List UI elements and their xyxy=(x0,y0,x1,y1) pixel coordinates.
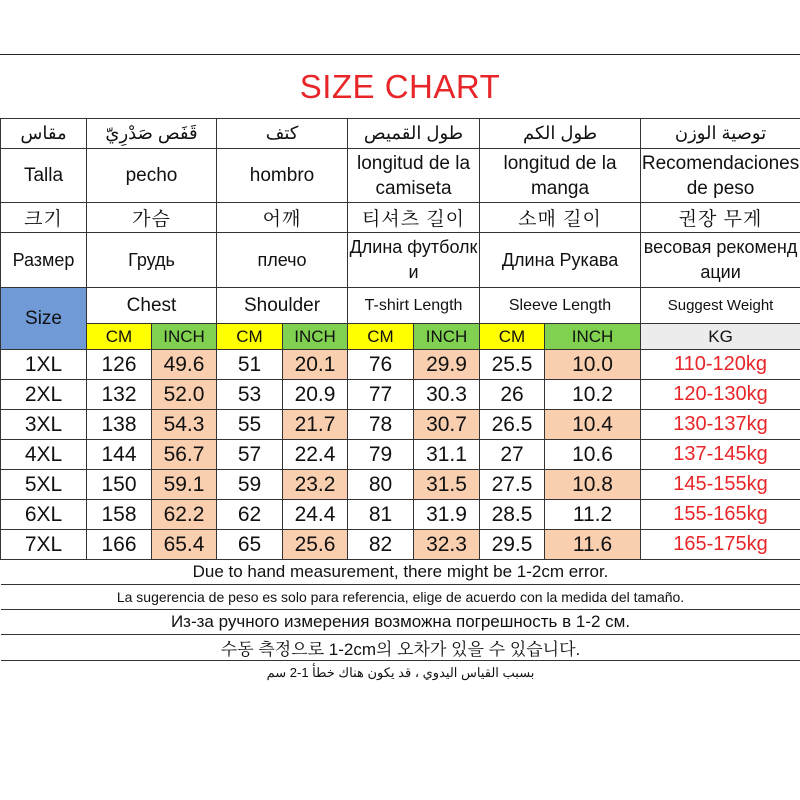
header-row-arabic xyxy=(1,119,800,149)
inch-value-cell: 20.9 xyxy=(283,380,348,410)
inch-value-cell: 11.6 xyxy=(545,530,641,560)
inch-value-cell: 62.2 xyxy=(152,500,217,530)
inch-value-cell: 10.6 xyxy=(545,440,641,470)
cm-value-cell: 126 xyxy=(87,350,152,380)
size-cell: 2XL xyxy=(1,380,87,410)
inch-value-cell: 10.2 xyxy=(545,380,641,410)
cm-value-cell: 25.5 xyxy=(480,350,545,380)
weight-cell: 110-120kg xyxy=(641,350,800,380)
size-cell: 3XL xyxy=(1,410,87,440)
inch-value-cell: 24.4 xyxy=(283,500,348,530)
header-cell: 소매 길이 xyxy=(480,203,641,233)
unit-cm: CM xyxy=(87,324,152,350)
header-cell: مقاس xyxy=(1,119,87,149)
unit-inch: INCH xyxy=(545,324,641,350)
cm-value-cell: 158 xyxy=(87,500,152,530)
header-row-english xyxy=(1,288,800,324)
table-row xyxy=(1,440,800,470)
weight-cell: 165-175kg xyxy=(641,530,800,560)
header-cell: плечо xyxy=(217,233,348,288)
measure-label-length: T-shirt Length xyxy=(348,288,480,324)
size-cell: 6XL xyxy=(1,500,87,530)
cm-value-cell: 59 xyxy=(217,470,283,500)
inch-value-cell: 10.0 xyxy=(545,350,641,380)
table-row xyxy=(1,410,800,440)
header-cell: قَفَص صَدْرِيّ xyxy=(87,119,217,149)
weight-cell: 155-165kg xyxy=(641,500,800,530)
inch-value-cell: 31.1 xyxy=(414,440,480,470)
header-cell: Грудь xyxy=(87,233,217,288)
inch-value-cell: 56.7 xyxy=(152,440,217,470)
unit-inch: INCH xyxy=(414,324,480,350)
cm-value-cell: 144 xyxy=(87,440,152,470)
cm-value-cell: 79 xyxy=(348,440,414,470)
inch-value-cell: 49.6 xyxy=(152,350,217,380)
unit-cm: CM xyxy=(217,324,283,350)
inch-value-cell: 59.1 xyxy=(152,470,217,500)
cm-value-cell: 138 xyxy=(87,410,152,440)
inch-value-cell: 23.2 xyxy=(283,470,348,500)
cm-value-cell: 65 xyxy=(217,530,283,560)
inch-value-cell: 30.3 xyxy=(414,380,480,410)
inch-value-cell: 31.9 xyxy=(414,500,480,530)
notes-section xyxy=(1,560,800,686)
inch-value-cell: 10.8 xyxy=(545,470,641,500)
size-chart-table xyxy=(0,118,800,685)
weight-cell: 130-137kg xyxy=(641,410,800,440)
chart-title: SIZE CHART xyxy=(0,54,800,119)
cm-value-cell: 28.5 xyxy=(480,500,545,530)
inch-value-cell: 11.2 xyxy=(545,500,641,530)
header-cell: كتف xyxy=(217,119,348,149)
unit-kg: KG xyxy=(641,324,800,350)
inch-value-cell: 31.5 xyxy=(414,470,480,500)
cm-value-cell: 26.5 xyxy=(480,410,545,440)
inch-value-cell: 22.4 xyxy=(283,440,348,470)
header-cell: longitud de la camiseta xyxy=(348,149,480,203)
inch-value-cell: 32.3 xyxy=(414,530,480,560)
cm-value-cell: 55 xyxy=(217,410,283,440)
note-arabic: بسبب القياس اليدوي ، قد يكون هناك خطأ 1-2 سم xyxy=(1,661,800,686)
header-row-korean xyxy=(1,203,800,233)
header-cell: 권장 무게 xyxy=(641,203,800,233)
header-row-spanish xyxy=(1,149,800,203)
header-cell: Длина футболки xyxy=(348,233,480,288)
size-header: Size xyxy=(1,288,87,350)
header-cell: longitud de la manga xyxy=(480,149,641,203)
inch-value-cell: 65.4 xyxy=(152,530,217,560)
size-cell: 1XL xyxy=(1,350,87,380)
inch-value-cell: 20.1 xyxy=(283,350,348,380)
note-english: Due to hand measurement, there might be 1-2cm error. xyxy=(1,560,800,585)
header-cell: Talla xyxy=(1,149,87,203)
size-cell: 4XL xyxy=(1,440,87,470)
table-row xyxy=(1,350,800,380)
table-row xyxy=(1,530,800,560)
inch-value-cell: 52.0 xyxy=(152,380,217,410)
cm-value-cell: 78 xyxy=(348,410,414,440)
cm-value-cell: 132 xyxy=(87,380,152,410)
cm-value-cell: 29.5 xyxy=(480,530,545,560)
header-cell: 어깨 xyxy=(217,203,348,233)
cm-value-cell: 81 xyxy=(348,500,414,530)
header-cell: 티셔츠 길이 xyxy=(348,203,480,233)
note-spanish: La sugerencia de peso es solo para referencia, elige de acuerdo con la medida del tamaño. xyxy=(1,585,800,610)
cm-value-cell: 27.5 xyxy=(480,470,545,500)
weight-cell: 137-145kg xyxy=(641,440,800,470)
size-cell: 7XL xyxy=(1,530,87,560)
cm-value-cell: 27 xyxy=(480,440,545,470)
unit-inch: INCH xyxy=(283,324,348,350)
cm-value-cell: 76 xyxy=(348,350,414,380)
cm-value-cell: 77 xyxy=(348,380,414,410)
unit-row xyxy=(1,324,800,350)
header-row-russian xyxy=(1,233,800,288)
cm-value-cell: 80 xyxy=(348,470,414,500)
inch-value-cell: 21.7 xyxy=(283,410,348,440)
inch-value-cell: 30.7 xyxy=(414,410,480,440)
size-rows xyxy=(1,350,800,560)
weight-cell: 120-130kg xyxy=(641,380,800,410)
inch-value-cell: 29.9 xyxy=(414,350,480,380)
inch-value-cell: 25.6 xyxy=(283,530,348,560)
note-korean: 수동 측정으로 1-2cm의 오차가 있을 수 있습니다. xyxy=(1,635,800,661)
unit-cm: CM xyxy=(348,324,414,350)
inch-value-cell: 10.4 xyxy=(545,410,641,440)
weight-cell: 145-155kg xyxy=(641,470,800,500)
header-cell: توصية الوزن xyxy=(641,119,800,149)
table-row xyxy=(1,380,800,410)
header-cell: весовая рекомендации xyxy=(641,233,800,288)
header-cell: hombro xyxy=(217,149,348,203)
cm-value-cell: 26 xyxy=(480,380,545,410)
cm-value-cell: 166 xyxy=(87,530,152,560)
unit-inch: INCH xyxy=(152,324,217,350)
header-cell: 크기 xyxy=(1,203,87,233)
table-row xyxy=(1,500,800,530)
header-cell: Размер xyxy=(1,233,87,288)
table-row xyxy=(1,470,800,500)
header-cell: Длина Рукава xyxy=(480,233,641,288)
measure-label-chest: Chest xyxy=(87,288,217,324)
measure-label-weight: Suggest Weight xyxy=(641,288,800,324)
header-cell: طول الكم xyxy=(480,119,641,149)
cm-value-cell: 51 xyxy=(217,350,283,380)
header-cell: طول القميص xyxy=(348,119,480,149)
inch-value-cell: 54.3 xyxy=(152,410,217,440)
cm-value-cell: 53 xyxy=(217,380,283,410)
header-cell: 가슴 xyxy=(87,203,217,233)
unit-cm: CM xyxy=(480,324,545,350)
cm-value-cell: 62 xyxy=(217,500,283,530)
size-cell: 5XL xyxy=(1,470,87,500)
measure-label-sleeve: Sleeve Length xyxy=(480,288,641,324)
cm-value-cell: 82 xyxy=(348,530,414,560)
cm-value-cell: 57 xyxy=(217,440,283,470)
note-russian: Из-за ручного измерения возможна погрешность в 1-2 см. xyxy=(1,610,800,635)
measure-label-shoulder: Shoulder xyxy=(217,288,348,324)
cm-value-cell: 150 xyxy=(87,470,152,500)
header-cell: pecho xyxy=(87,149,217,203)
header-cell: Recomendaciones de peso xyxy=(641,149,800,203)
